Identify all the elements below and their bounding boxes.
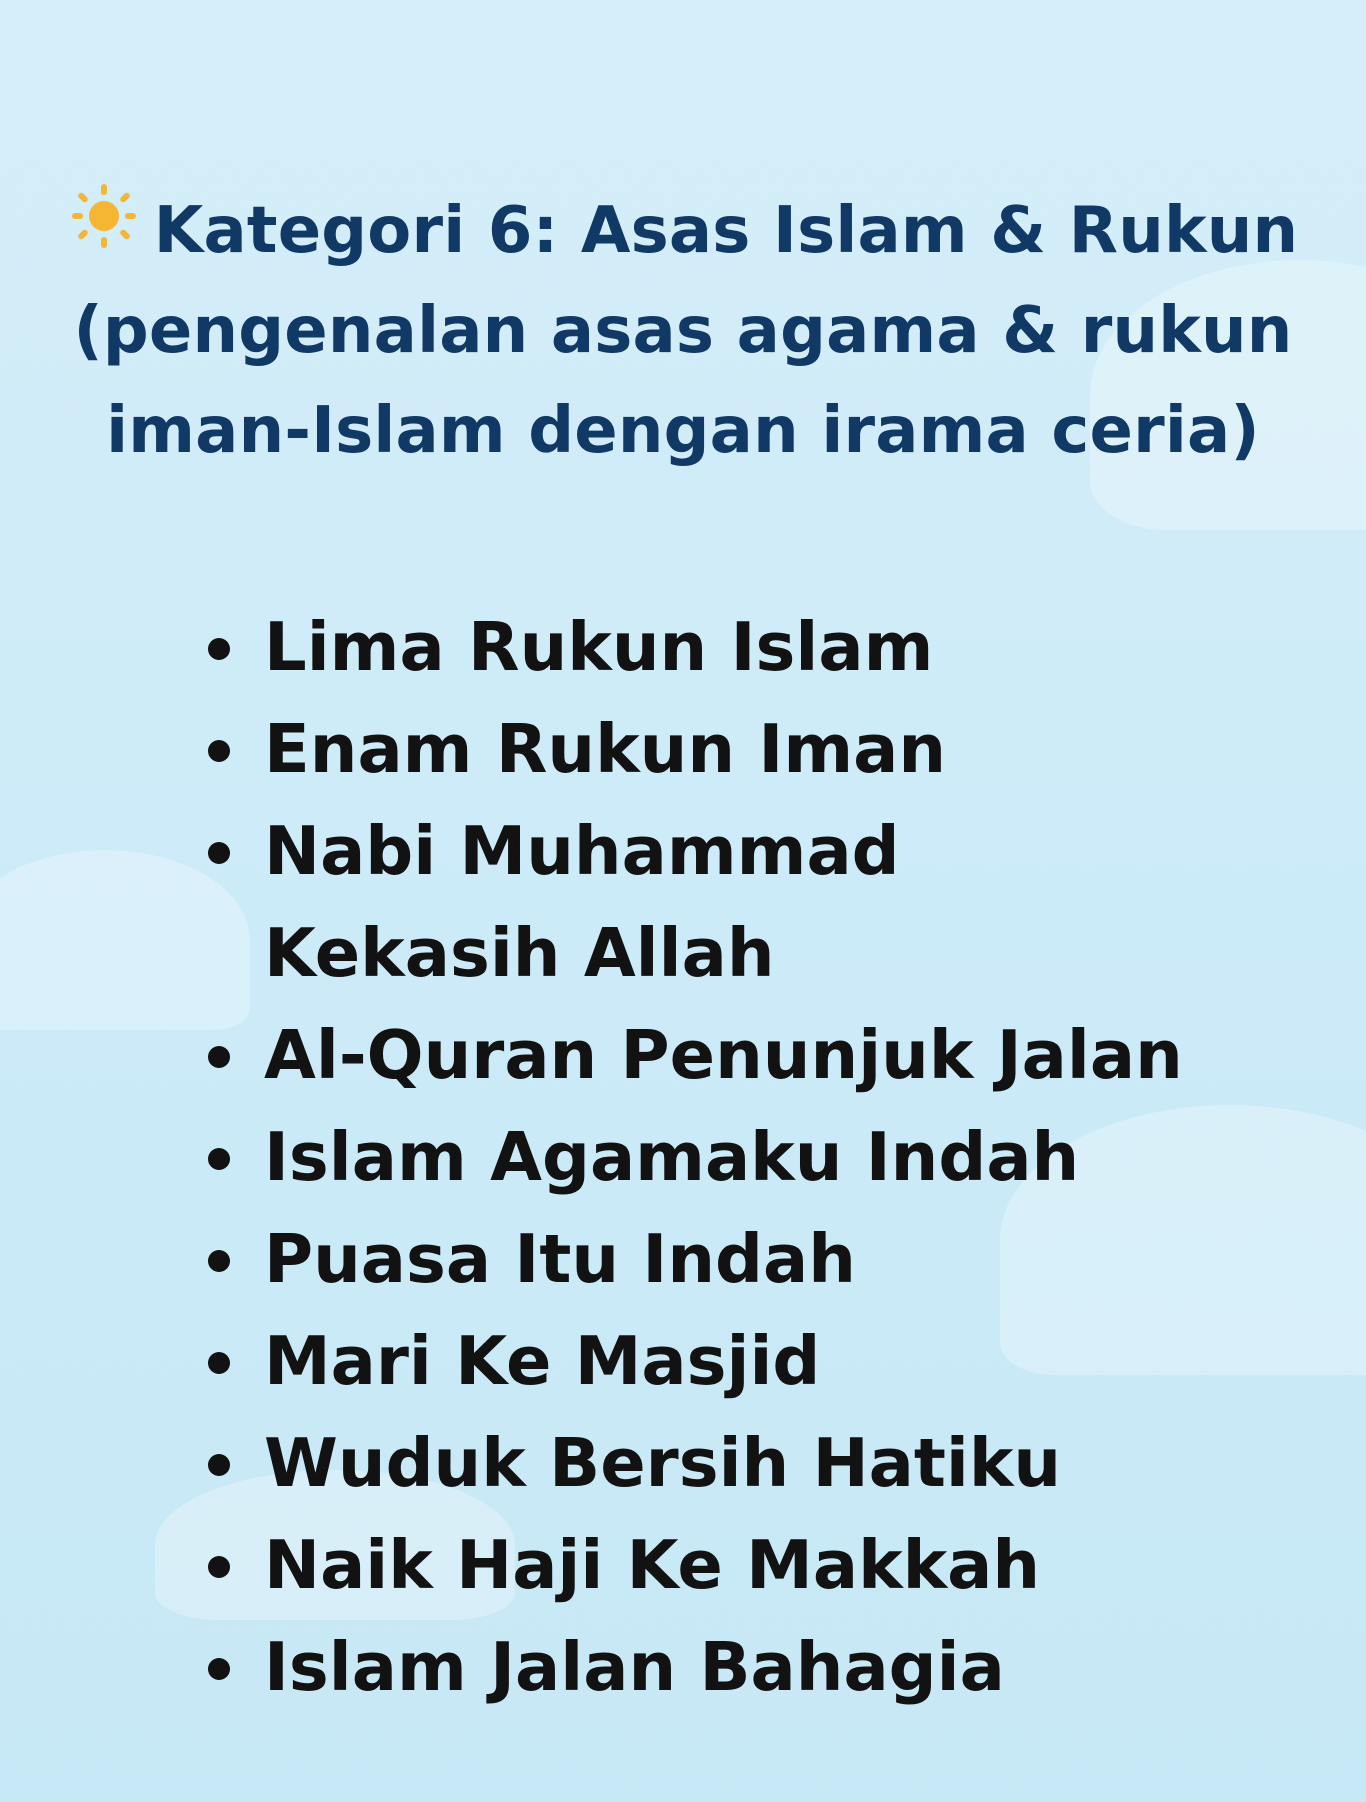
sun-icon	[68, 180, 140, 281]
list-item: Lima Rukun Islam	[200, 596, 1200, 698]
list-item: Islam Jalan Bahagia	[200, 1616, 1200, 1718]
title-text-1: Kategori 6: Asas Islam & Rukun	[153, 194, 1299, 268]
list-item: Al-Quran Penunjuk Jalan	[200, 1004, 1200, 1106]
title-line-3: iman-Islam dengan irama ceria)	[106, 394, 1260, 468]
list-item: Naik Haji Ke Makkah	[200, 1514, 1200, 1616]
list-item: Islam Agamaku Indah	[200, 1106, 1200, 1208]
list-item: Wuduk Bersih Hatiku	[200, 1412, 1200, 1514]
list-item: Mari Ke Masjid	[200, 1310, 1200, 1412]
category-song-list	[200, 596, 1200, 1718]
title-line-2: (pengenalan asas agama & rukun	[73, 294, 1293, 368]
list-item: Nabi Muhammad Kekasih Allah	[200, 800, 1200, 1004]
title-line-1	[60, 180, 1306, 281]
list-item: Puasa Itu Indah	[200, 1208, 1200, 1310]
list-item: Enam Rukun Iman	[200, 698, 1200, 800]
page-title	[60, 180, 1306, 481]
